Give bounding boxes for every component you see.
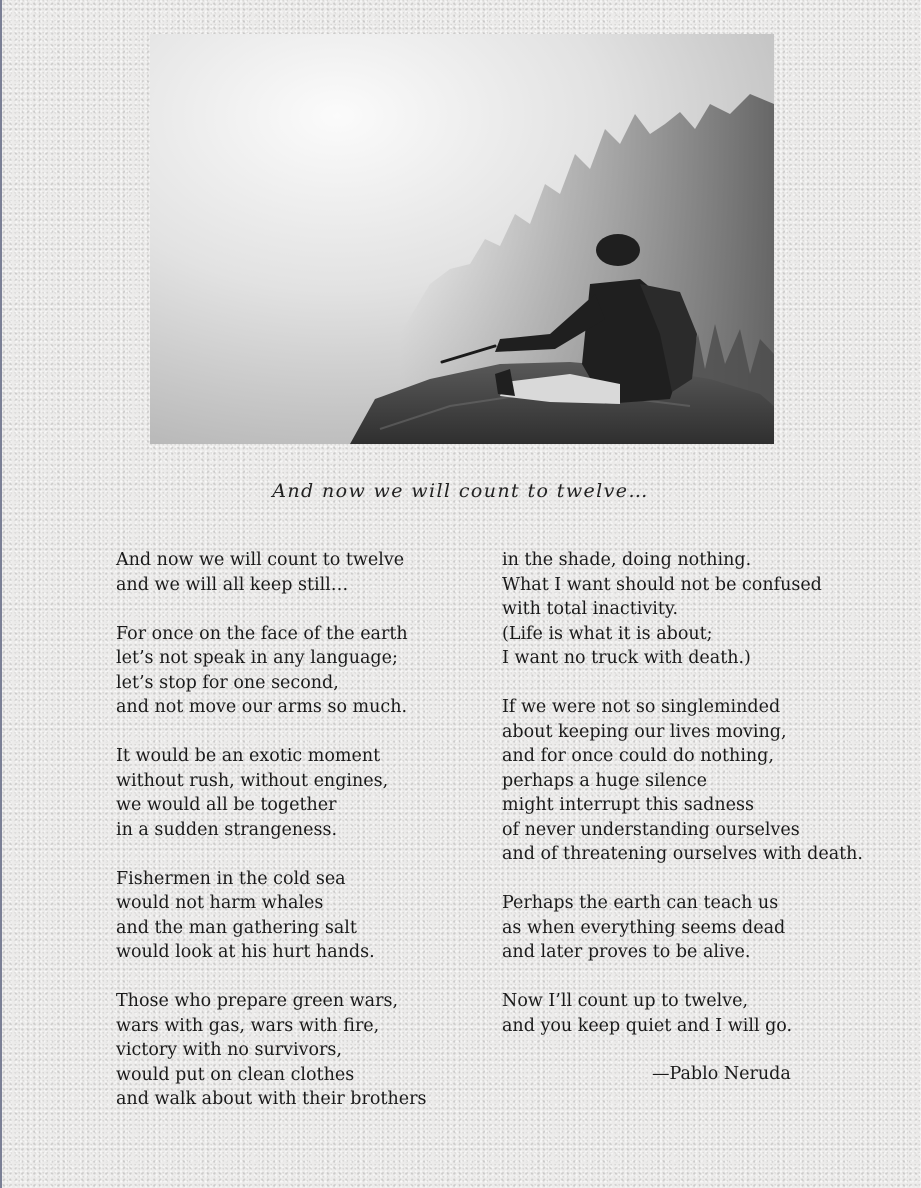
misty-mountain-person-photo bbox=[150, 34, 774, 444]
stanza bbox=[502, 891, 892, 965]
poem-line: let’s stop for one second, bbox=[116, 672, 339, 693]
poem-line: If we were not so singleminded bbox=[502, 697, 781, 717]
left-border-rule bbox=[0, 0, 2, 1188]
poem-line: Now I’ll count up to twelve, bbox=[502, 991, 749, 1011]
poem-line: What I want should not be confused bbox=[502, 574, 822, 595]
poem-line: And now we will count to twelve bbox=[116, 550, 405, 570]
author-attribution: —Pablo Neruda bbox=[652, 1064, 791, 1084]
stanza bbox=[116, 744, 476, 842]
header-photo bbox=[150, 34, 774, 444]
poem-line: might interrupt this sadness bbox=[502, 795, 754, 815]
poem-line: as when everything seems dead bbox=[502, 917, 786, 938]
stanza bbox=[116, 548, 476, 597]
poem-line: and the man gathering salt bbox=[116, 917, 357, 938]
stanza bbox=[502, 695, 892, 867]
poem-line: would not harm whales bbox=[116, 893, 324, 913]
poem-line: and you keep quiet and I will go. bbox=[502, 1015, 793, 1036]
poem-line: It would be an exotic moment bbox=[116, 746, 381, 766]
stanza bbox=[116, 867, 476, 965]
poem-line: I want no truck with death.) bbox=[502, 648, 751, 668]
poem-line: wars with gas, wars with fire, bbox=[116, 1015, 380, 1036]
poem-line: without rush, without engines, bbox=[116, 770, 389, 791]
stanza bbox=[502, 989, 892, 1038]
poem-line: let’s not speak in any language; bbox=[116, 648, 398, 668]
poem-line: Those who prepare green wars, bbox=[116, 991, 399, 1011]
poem-line: and walk about with their brothers bbox=[116, 1089, 427, 1109]
poem-line: in the shade, doing nothing. bbox=[502, 550, 752, 570]
poem-line: of never understanding ourselves bbox=[502, 819, 800, 840]
poem-line: in a sudden strangeness. bbox=[116, 819, 338, 840]
poem-left-column bbox=[116, 548, 476, 1136]
poem-line: with total inactivity. bbox=[502, 599, 679, 619]
poem-line: and later proves to be alive. bbox=[502, 942, 751, 962]
poem-line: we would all be together bbox=[116, 795, 337, 815]
poem-title: And now we will count to twelve… bbox=[272, 480, 649, 502]
stanza bbox=[116, 989, 476, 1112]
poem-line: (Life is what it is about; bbox=[502, 623, 713, 644]
poem-line: Fishermen in the cold sea bbox=[116, 868, 346, 889]
poem-line: and for once could do nothing, bbox=[502, 746, 774, 766]
poem-line: and of threatening ourselves with death. bbox=[502, 844, 863, 864]
poem-line: Perhaps the earth can teach us bbox=[502, 893, 779, 913]
poem-line: perhaps a huge silence bbox=[502, 770, 707, 791]
poem-line: and not move our arms so much. bbox=[116, 697, 408, 717]
poem-line: about keeping our lives moving, bbox=[502, 721, 787, 742]
poem-line: For once on the face of the earth bbox=[116, 623, 408, 644]
poem-line: victory with no survivors, bbox=[116, 1040, 342, 1060]
stanza bbox=[502, 548, 892, 671]
stanza bbox=[116, 622, 476, 720]
poem-line: would look at his hurt hands. bbox=[116, 942, 375, 962]
poem-right-column bbox=[502, 548, 892, 1063]
poem-line: would put on clean clothes bbox=[116, 1064, 355, 1085]
poem-line: and we will all keep still… bbox=[116, 574, 349, 595]
